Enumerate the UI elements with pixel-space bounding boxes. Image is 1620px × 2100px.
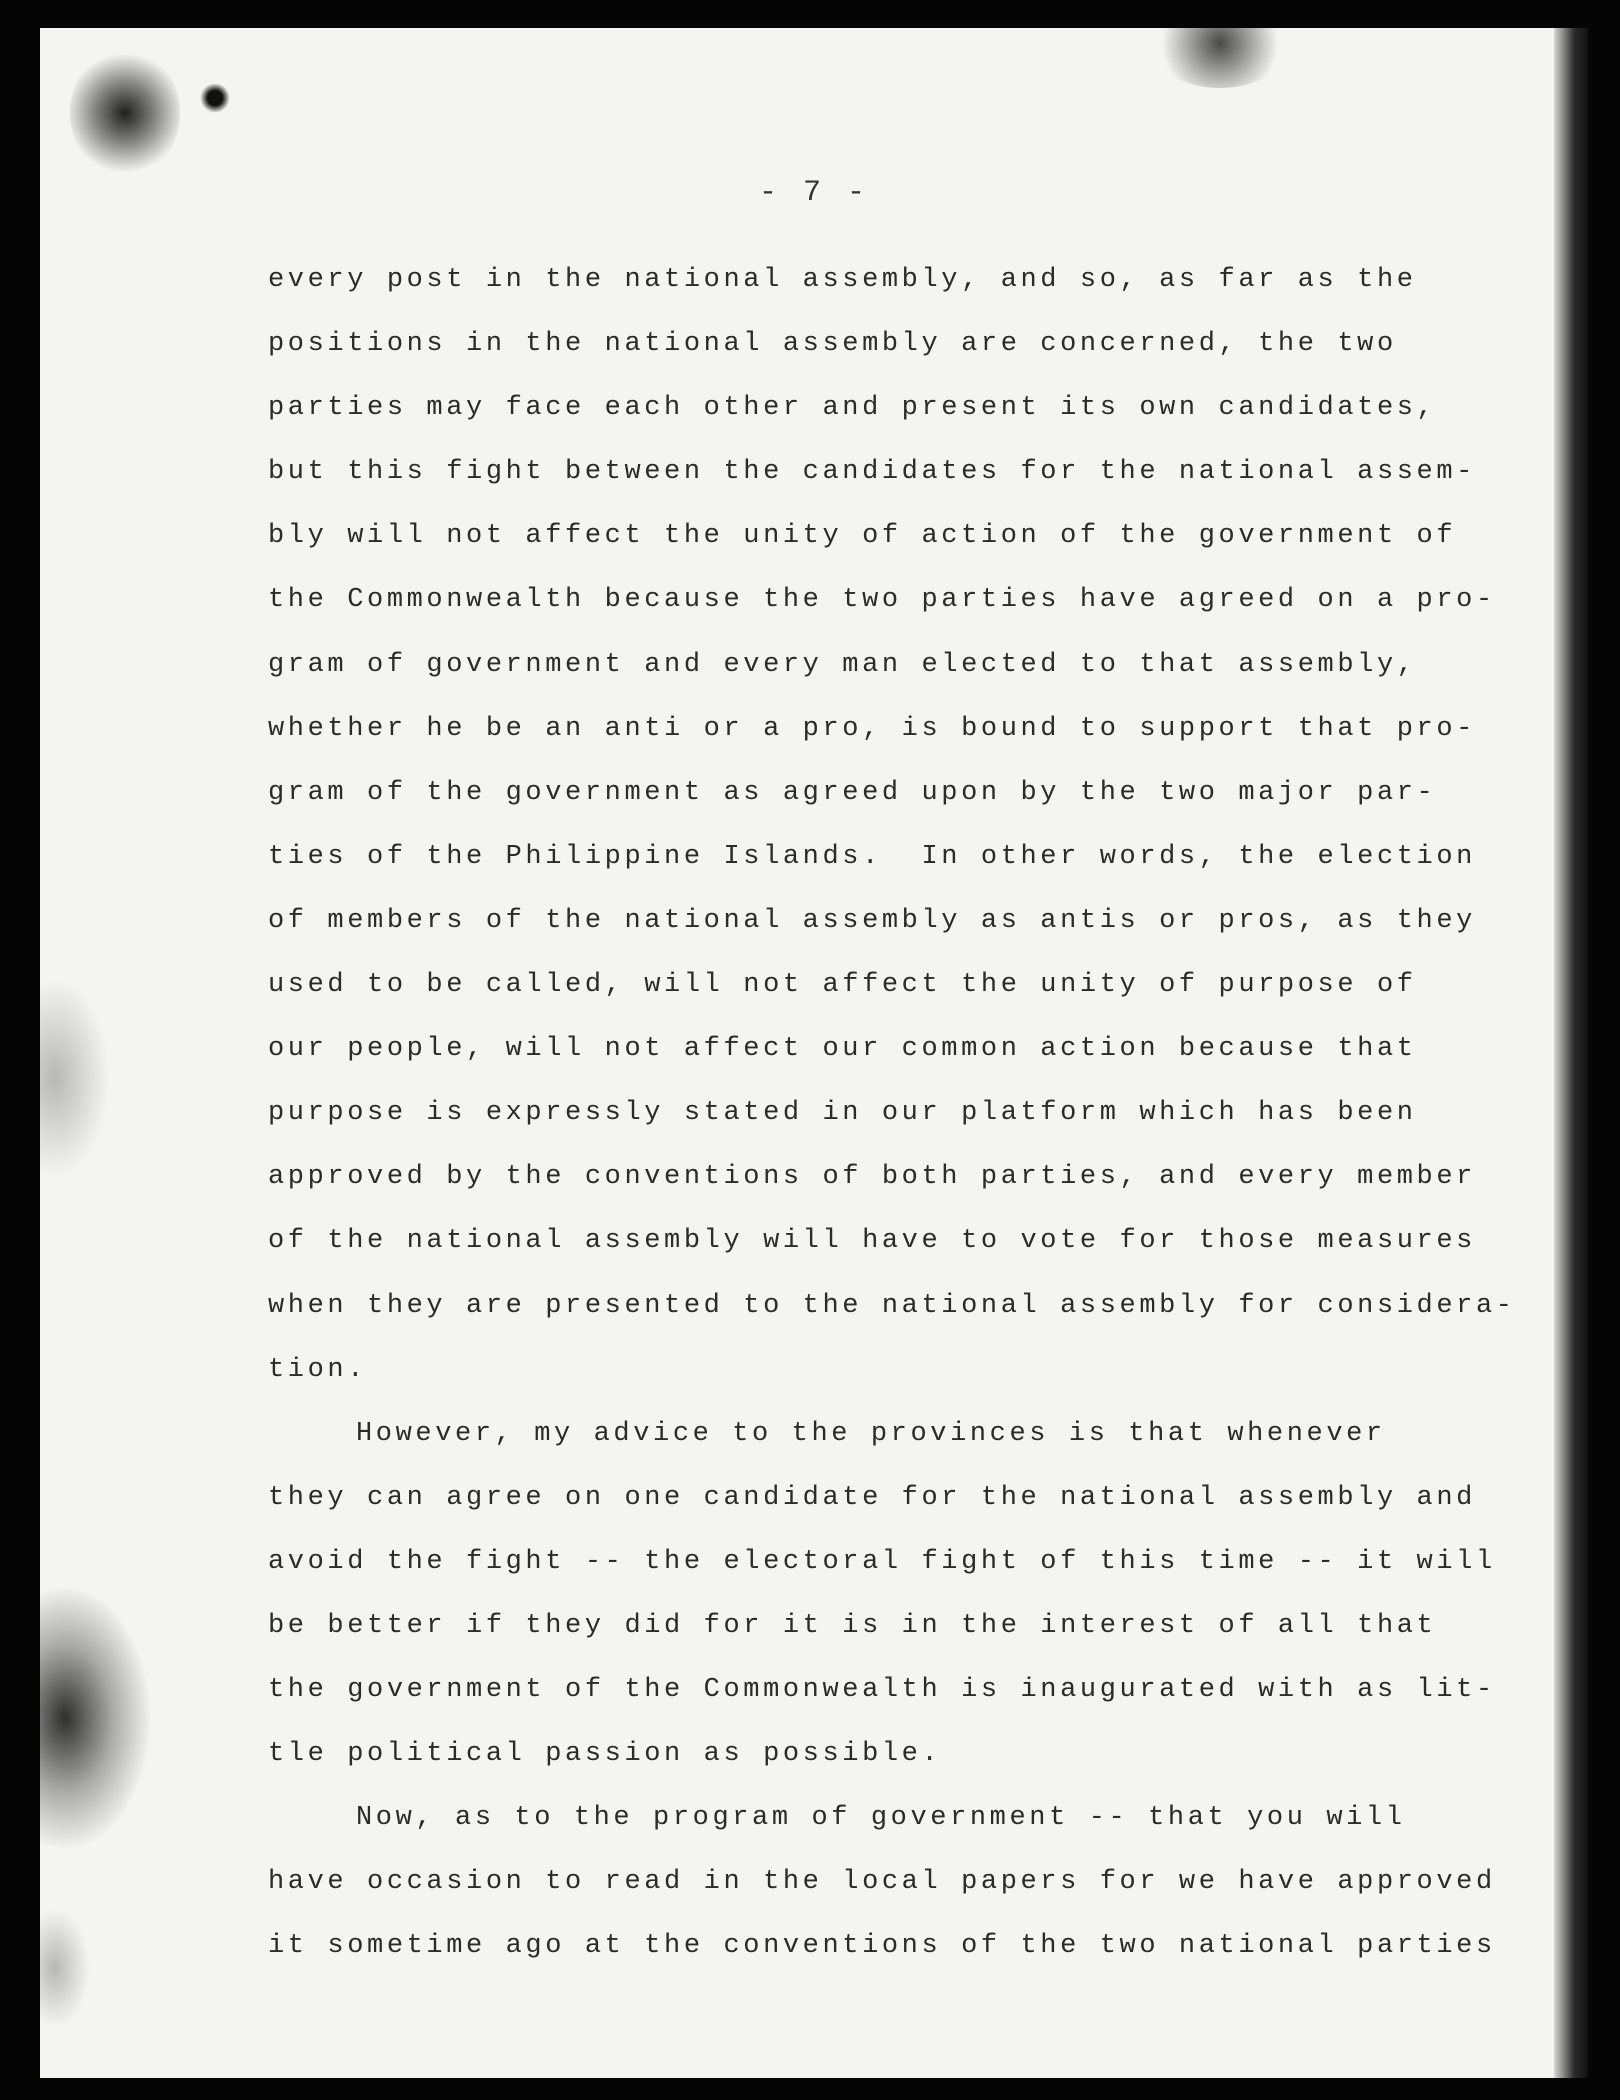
text-line: they can agree on one candidate for the national assembly and (268, 1482, 1476, 1513)
text-line: whether he be an anti or a pro, is bound to support that pro- (268, 713, 1476, 744)
text-line: bly will not affect the unity of action of the government of (268, 521, 1457, 552)
ink-smudge (40, 978, 110, 1178)
text-line: of the national assembly will have to vote for those measures (268, 1226, 1476, 1257)
paragraph (268, 1402, 1528, 1787)
text-line: it sometime ago at the conventions of the two national parties (268, 1931, 1496, 1962)
text-line: ties of the Philippine Islands. In other words, the election (268, 841, 1476, 872)
text-line: used to be called, will not affect the unity of purpose of (268, 970, 1417, 1001)
text-line: gram of the government as agreed upon by the two major par- (268, 777, 1437, 808)
body-text (268, 248, 1528, 1979)
text-line: avoid the fight -- the electoral fight of this time -- it will (268, 1546, 1496, 1577)
text-line: However, my advice to the provinces is that whenever (356, 1418, 1386, 1449)
text-line: purpose is expressly stated in our platform which has been (268, 1098, 1417, 1129)
page-number: - 7 - (758, 176, 869, 210)
text-line: gram of government and every man elected to that assembly, (268, 649, 1417, 680)
text-line: have occasion to read in the local papers for we have approved (268, 1867, 1496, 1898)
text-line: tle political passion as possible. (268, 1739, 942, 1770)
ink-smudge (70, 48, 180, 178)
text-line: the Commonwealth because the two parties have agreed on a pro- (268, 585, 1496, 616)
paragraph (268, 248, 1528, 1402)
text-line: the government of the Commonwealth is inaugurated with as lit- (268, 1675, 1496, 1706)
page-edge-shadow (1554, 28, 1588, 2078)
text-line: approved by the conventions of both parties, and every member (268, 1162, 1476, 1193)
text-line: positions in the national assembly are concerned, the two (268, 329, 1397, 360)
ink-spot (200, 83, 230, 113)
text-line: but this fight between the candidates for the national assem- (268, 457, 1476, 488)
text-line: parties may face each other and present its own candidates, (268, 393, 1437, 424)
document-page (40, 28, 1588, 2078)
ink-smudge (40, 1908, 90, 2028)
text-line: of members of the national assembly as antis or pros, as they (268, 905, 1476, 936)
paragraph (268, 1786, 1528, 1978)
text-line: tion. (268, 1354, 368, 1385)
ink-smudge (40, 1588, 150, 1848)
text-line: when they are presented to the national assembly for considera- (268, 1290, 1516, 1321)
text-line: Now, as to the program of government -- that you will (356, 1803, 1406, 1834)
text-line: be better if they did for it is in the interest of all that (268, 1610, 1437, 1641)
text-line: every post in the national assembly, and so, as far as the (268, 265, 1417, 295)
text-line: our people, will not affect our common action because that (268, 1034, 1417, 1065)
ink-smudge (1150, 28, 1290, 88)
